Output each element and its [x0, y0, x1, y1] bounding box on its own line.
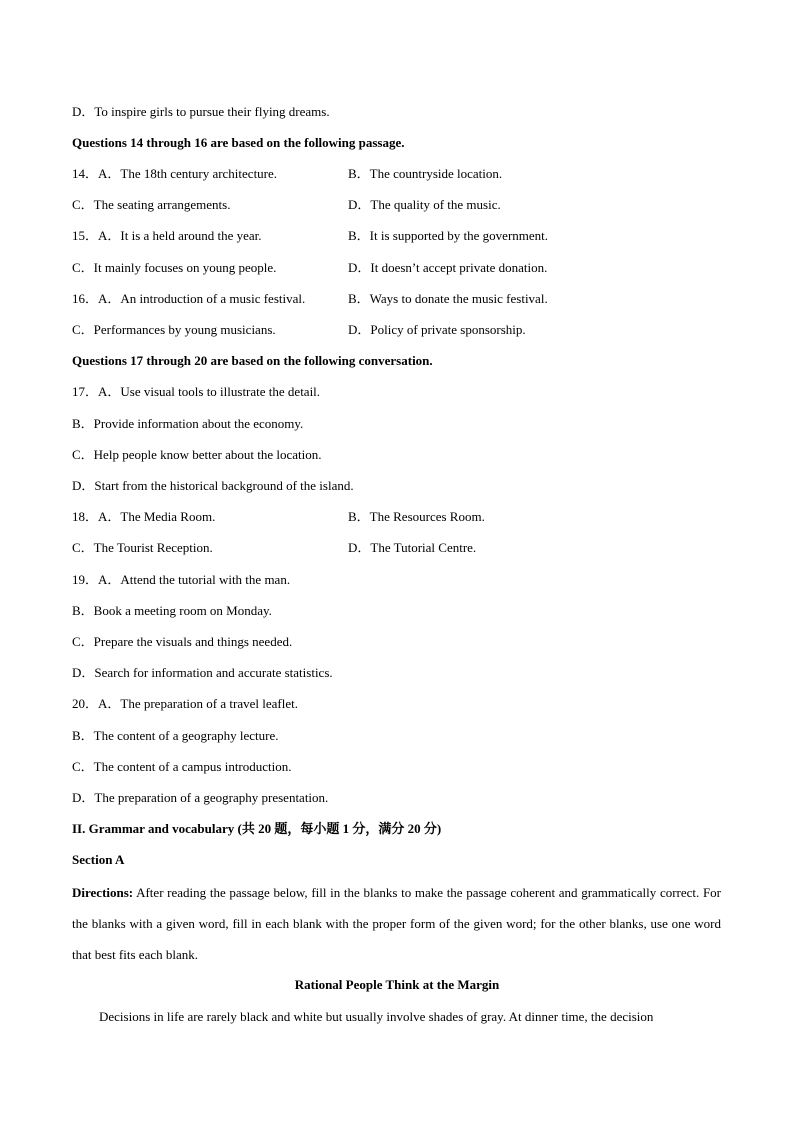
q19-option-a: 19．A．Attend the tutorial with the man.: [72, 572, 291, 587]
q13-option-d: D．To inspire girls to pursue their flying dreams.: [72, 104, 330, 119]
q18-option-c: C．The Tourist Reception.: [72, 540, 213, 555]
passage-title: Rational People Think at the Margin: [294, 977, 500, 992]
q17-option-a: 17．A．Use visual tools to illustrate the detail.: [72, 384, 321, 399]
q14-option-c: C．The seating arrangements.: [72, 197, 231, 212]
q20-option-b: B．The content of a geography lecture.: [72, 728, 279, 743]
q18-option-d: D．The Tutorial Centre.: [348, 540, 477, 555]
passage-first-line: Decisions in life are rarely black and white but usually involve shades of gray. At dinner time, the decision: [99, 1009, 654, 1024]
q17-option-d: D．Start from the historical background of the island.: [72, 478, 354, 493]
q20-option-c: C．The content of a campus introduction.: [72, 759, 292, 774]
q18-option-b: B．The Resources Room.: [348, 509, 485, 524]
q19-option-c: C．Prepare the visuals and things needed.: [72, 634, 293, 649]
directions-text: After reading the passage below, fill in the blanks to make the passage coherent and grammatically correct. For the blanks with a given word, fill in each blank with the proper form of the given word; for the other blanks, use one word that best fits each blank.: [72, 885, 721, 962]
q15-option-b: B．It is supported by the government.: [348, 228, 549, 243]
section-a-heading: Section A: [72, 852, 125, 867]
part-ii-heading: II. Grammar and vocabulary (共 20 题，每小题 1 分，满分 20 分): [72, 821, 442, 836]
q17-20-heading: Questions 17 through 20 are based on the following conversation.: [72, 353, 433, 368]
q20-option-a: 20．A．The preparation of a travel leaflet.: [72, 696, 298, 711]
q14-16-heading: Questions 14 through 16 are based on the following passage.: [72, 135, 405, 150]
q16-option-b: B．Ways to donate the music festival.: [348, 291, 548, 306]
q19-option-b: B．Book a meeting room on Monday.: [72, 603, 272, 618]
q16-option-a: 16．A．An introduction of a music festival.: [72, 291, 306, 306]
q16-option-d: D．Policy of private sponsorship.: [348, 322, 526, 337]
q14-option-d: D．The quality of the music.: [348, 197, 501, 212]
q15-option-d: D．It doesn’t accept private donation.: [348, 260, 548, 275]
q14-option-b: B．The countryside location.: [348, 166, 503, 181]
q19-option-d: D．Search for information and accurate statistics.: [72, 665, 333, 680]
q15-option-c: C．It mainly focuses on young people.: [72, 260, 277, 275]
q15-option-a: 15．A．It is a held around the year.: [72, 228, 262, 243]
q16-option-c: C．Performances by young musicians.: [72, 322, 276, 337]
q17-option-c: C．Help people know better about the location.: [72, 447, 322, 462]
directions-paragraph: [72, 877, 721, 970]
q20-option-d: D．The preparation of a geography presentation.: [72, 790, 329, 805]
q18-option-a: 18．A．The Media Room.: [72, 509, 216, 524]
q14-option-a: 14．A．The 18th century architecture.: [72, 166, 278, 181]
directions-label: Directions:: [72, 885, 134, 900]
q17-option-b: B．Provide information about the economy.: [72, 416, 304, 431]
